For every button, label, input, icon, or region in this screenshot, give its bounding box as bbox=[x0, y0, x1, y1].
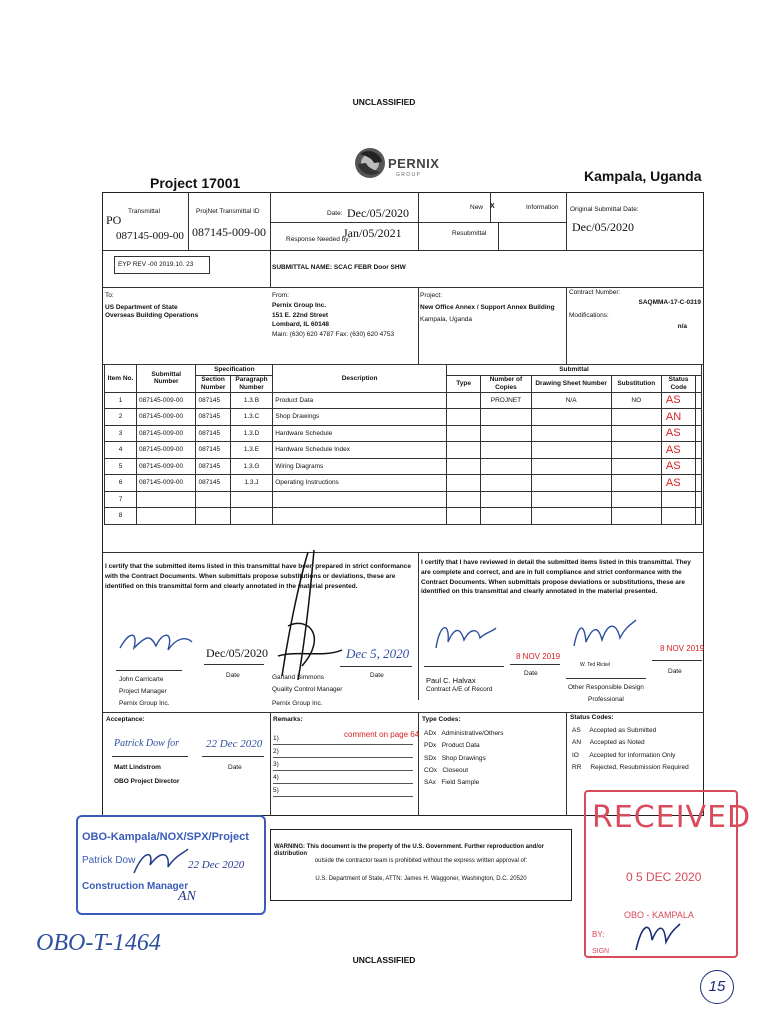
code-item: IO Accepted for Information Only bbox=[572, 751, 676, 759]
cell-sub: 087145-009-00 bbox=[137, 475, 196, 492]
stamp-blue-initials: AN bbox=[178, 889, 196, 904]
cell-desc: Wiring Diagrams bbox=[273, 458, 447, 475]
date-label: Date: bbox=[327, 210, 343, 217]
cell-desc: Shop Drawings bbox=[273, 409, 447, 426]
sig2-name: Garland Simmons bbox=[272, 674, 325, 681]
cell-sec: 087145 bbox=[196, 442, 230, 459]
cell-type bbox=[447, 475, 481, 492]
new-label: New bbox=[470, 204, 484, 211]
cell-sec bbox=[196, 491, 230, 508]
cell-type bbox=[447, 491, 481, 508]
sig4-title2: Professional bbox=[588, 696, 624, 703]
cell-drawing bbox=[531, 508, 611, 525]
col-type: Type bbox=[447, 376, 481, 393]
cell-status: AS bbox=[661, 458, 695, 475]
cell-subst bbox=[611, 425, 661, 442]
cell-status: AS bbox=[661, 425, 695, 442]
certification-left: I certify that the submitted items listed in this transmittal have been prepared in strict conformance with the Contract Documents. When submittals propose substitutions or deviations, these are identified on this transmittal form and clearly annotated in the material presented. bbox=[105, 563, 411, 590]
cell-status: AS bbox=[661, 392, 695, 409]
response-label: Response Needed by: bbox=[286, 236, 351, 243]
cell-subst bbox=[611, 442, 661, 459]
sig3-name: Paul C. Halvax bbox=[426, 676, 476, 685]
cell-type bbox=[447, 458, 481, 475]
warning-line1: WARNING: This document is the property of the U.S. Government. Further reproduction and/or distribution bbox=[274, 844, 545, 858]
code-item: AS Accepted as Submitted bbox=[572, 727, 657, 734]
cell-sec: 087145 bbox=[196, 392, 230, 409]
pernix-logo-mark-icon bbox=[352, 144, 388, 182]
eyp-rev-box: EYP REV -00 2019.10. 23 bbox=[114, 256, 210, 274]
certification-right: I certify that I have reviewed in detail the submitted items listed in this transmittal. They are complete and correct, and are in full compliance and strict conformance with the Contract Documents. When submittals propose deviations or substitutions, these are identified on this transmittal and clearly annotated in the material presented. bbox=[421, 559, 691, 596]
code-item: PDx Product Data bbox=[424, 742, 480, 750]
code-item: AN Accepted as Noted bbox=[572, 739, 645, 747]
cell-item: 6 bbox=[105, 475, 137, 492]
signature-halvax-icon bbox=[430, 618, 500, 654]
sig1-date: Dec/05/2020 bbox=[206, 646, 268, 660]
cell-subst bbox=[611, 475, 661, 492]
acceptance-date: 22 Dec 2020 bbox=[206, 738, 263, 750]
col-paragraph: Paragraph Number bbox=[230, 376, 272, 393]
date-value: Dec/05/2020 bbox=[347, 206, 409, 220]
cell-para: 1.3.J bbox=[230, 475, 272, 492]
type-codes-list bbox=[424, 730, 503, 791]
table-row bbox=[105, 442, 702, 459]
original-date-value: Dec/05/2020 bbox=[572, 220, 634, 234]
cell-drawing bbox=[531, 458, 611, 475]
cell-status bbox=[661, 508, 695, 525]
stamp-red-sign: SIGN bbox=[592, 948, 610, 955]
col-description: Description bbox=[273, 365, 447, 393]
cell-type bbox=[447, 508, 481, 525]
cell-item: 2 bbox=[105, 409, 137, 426]
table-row bbox=[105, 409, 702, 426]
sig4-title1: Other Responsible Design bbox=[568, 684, 644, 691]
submittal-name: SUBMITTAL NAME: SCAC FEBR Door SHW bbox=[272, 264, 406, 271]
stamp-blue-date: 22 Dec 2020 bbox=[188, 859, 245, 871]
cell-item: 1 bbox=[105, 392, 137, 409]
cell-copies: PROJNET bbox=[481, 392, 531, 409]
stamp-blue-line1: OBO-Kampala/NOX/SPX/Project bbox=[82, 831, 249, 843]
cell-subst bbox=[611, 491, 661, 508]
col-submittal-number: Submittal Number bbox=[137, 365, 196, 393]
project-block: Project: New Office Annex / Support Annex Building Kampala, Uganda bbox=[420, 292, 555, 323]
cell-type bbox=[447, 409, 481, 426]
remarks-lines bbox=[273, 732, 413, 797]
cell-type bbox=[447, 425, 481, 442]
table-row bbox=[105, 475, 702, 492]
cell-item: 4 bbox=[105, 442, 137, 459]
cell-para: 1.3.G bbox=[230, 458, 272, 475]
col-submittal: Submittal bbox=[447, 365, 702, 376]
status-codes-label: Status Codes: bbox=[570, 714, 614, 721]
cell-status: AS bbox=[661, 442, 695, 459]
classification-bottom: UNCLASSIFIED bbox=[352, 955, 416, 965]
items-table bbox=[104, 364, 702, 525]
acceptance-label: Acceptance: bbox=[106, 716, 145, 723]
cell-sub: 087145-009-00 bbox=[137, 458, 196, 475]
cell-status: AN bbox=[661, 409, 695, 426]
col-section: Section Number bbox=[196, 376, 230, 393]
projnet-label: ProjNet Transmittal ID bbox=[196, 208, 260, 215]
sig1-name: John Carricarte bbox=[119, 676, 164, 683]
transmittal-value: 087145-009-00 bbox=[116, 230, 184, 242]
stamp-blue-line2: Patrick Dow bbox=[82, 855, 136, 866]
cell-status: AS bbox=[661, 475, 695, 492]
cell-type bbox=[447, 442, 481, 459]
cell-item: 3 bbox=[105, 425, 137, 442]
location-title: Kampala, Uganda bbox=[584, 168, 702, 184]
code-item: SAx Field Sample bbox=[424, 779, 480, 787]
sig3-date-label: Date bbox=[524, 670, 538, 677]
signature-rickel-icon bbox=[570, 616, 640, 652]
table-row bbox=[105, 458, 702, 475]
cell-copies bbox=[481, 409, 531, 426]
page-mark bbox=[700, 970, 734, 1004]
stamp-blue-line3: Construction Manager bbox=[82, 881, 189, 892]
cell-drawing bbox=[531, 491, 611, 508]
table-row bbox=[105, 392, 702, 409]
signature-simmons-icon bbox=[268, 546, 348, 686]
cell-sec: 087145 bbox=[196, 475, 230, 492]
cell-desc: Hardware Schedule Index bbox=[273, 442, 447, 459]
cell-para bbox=[230, 491, 272, 508]
cell-para: 1.3.D bbox=[230, 425, 272, 442]
cell-desc bbox=[273, 508, 447, 525]
warning-line2: outside the contractor team is prohibited without the express written approval of: bbox=[314, 858, 528, 864]
cell-item: 5 bbox=[105, 458, 137, 475]
stamp-red-office: OBO - KAMPALA bbox=[624, 910, 694, 920]
sig2-date-label: Date bbox=[370, 672, 384, 679]
status-codes-list bbox=[572, 727, 689, 776]
cell-sub: 087145-009-00 bbox=[137, 392, 196, 409]
sig4-name: W. Ted Rickel bbox=[580, 662, 611, 668]
cell-drawing bbox=[531, 409, 611, 426]
original-date-label: Original Submittal Date: bbox=[570, 206, 639, 213]
new-checkbox-mark: X bbox=[490, 203, 495, 210]
cell-copies bbox=[481, 508, 531, 525]
sig2-title2: Pernix Group Inc. bbox=[272, 700, 323, 707]
handwritten-reference: OBO-T-1464 bbox=[36, 930, 161, 956]
cell-para: 1.3.E bbox=[230, 442, 272, 459]
remarks-line: 2) bbox=[273, 745, 413, 758]
information-label: Information bbox=[526, 204, 559, 211]
received-red-stamp bbox=[584, 790, 752, 958]
cell-drawing: N/A bbox=[531, 392, 611, 409]
from-block: From: Pernix Group Inc. 151 E. 22nd Street Lombard, IL 60148 Main: (630) 620 4787 Fax: (630) 620 4753 bbox=[272, 292, 395, 339]
stamp-red-signature-icon bbox=[632, 916, 682, 956]
cell-desc: Product Data bbox=[273, 392, 447, 409]
cell-status bbox=[661, 491, 695, 508]
cell-subst bbox=[611, 409, 661, 426]
cell-para: 1.3.B bbox=[230, 392, 272, 409]
cell-subst bbox=[611, 508, 661, 525]
cell-sub: 087145-009-00 bbox=[137, 409, 196, 426]
sig2-title1: Quality Control Manager bbox=[272, 686, 343, 693]
cell-para bbox=[230, 508, 272, 525]
stamp-red-title: RECEIVED bbox=[592, 800, 752, 835]
sig1-title1: Project Manager bbox=[119, 688, 167, 695]
sig3-title1: Contract A/E of Record bbox=[426, 686, 493, 693]
logo-name: PERNIX bbox=[388, 156, 440, 171]
col-copies: Number of Copies bbox=[481, 376, 531, 393]
cell-sub bbox=[137, 491, 196, 508]
obo-blue-stamp bbox=[76, 815, 266, 915]
cell-desc bbox=[273, 491, 447, 508]
warning-line3: U.S. Department of State, ATTN: James H. Waggoner, Washington, D.C. 20520 bbox=[315, 876, 527, 882]
table-row bbox=[105, 491, 702, 508]
cell-sub bbox=[137, 508, 196, 525]
cell-copies bbox=[481, 425, 531, 442]
signature-carricarte-icon bbox=[116, 626, 196, 656]
cell-type bbox=[447, 392, 481, 409]
page-mark-number: 15 bbox=[708, 978, 726, 995]
sig2-date: Dec 5, 2020 bbox=[346, 646, 410, 661]
transmittal-label: Transmittal bbox=[128, 208, 160, 215]
acceptance-title: OBO Project Director bbox=[114, 778, 180, 785]
remarks-line: 4) bbox=[273, 771, 413, 784]
cell-sub: 087145-009-00 bbox=[137, 442, 196, 459]
type-codes-label: Type Codes: bbox=[422, 716, 461, 723]
cell-sec: 087145 bbox=[196, 458, 230, 475]
response-value: Jan/05/2021 bbox=[343, 226, 402, 240]
cell-sec: 087145 bbox=[196, 409, 230, 426]
sig1-date-label: Date bbox=[226, 672, 240, 679]
logo-sub: G R O U P bbox=[396, 172, 420, 178]
cell-copies bbox=[481, 458, 531, 475]
cell-drawing bbox=[531, 425, 611, 442]
cell-copies bbox=[481, 491, 531, 508]
classification-top: UNCLASSIFIED bbox=[352, 97, 416, 107]
sig1-title2: Pernix Group Inc. bbox=[119, 700, 170, 707]
col-drawing: Drawing Sheet Number bbox=[531, 376, 611, 393]
remarks-line: 3) bbox=[273, 758, 413, 771]
code-item: RR Rejected, Resubmission Required bbox=[572, 763, 689, 771]
col-item: Item No. bbox=[105, 365, 137, 393]
col-substitution: Substitution bbox=[611, 376, 661, 393]
cell-sec: 087145 bbox=[196, 425, 230, 442]
cell-item: 7 bbox=[105, 491, 137, 508]
acceptance-signature: Patrick Dow for bbox=[114, 738, 179, 749]
remarks-label: Remarks: bbox=[273, 716, 303, 723]
code-item: SDx Shop Drawings bbox=[424, 754, 486, 762]
col-status: Status Code bbox=[661, 376, 695, 393]
acceptance-date-label: Date bbox=[228, 764, 242, 771]
cell-copies bbox=[481, 442, 531, 459]
sig4-date: 8 NOV 2019 bbox=[660, 644, 705, 653]
resubmittal-label: Resubmittal bbox=[452, 230, 487, 237]
project-title: Project 17001 bbox=[150, 175, 241, 191]
po-label: PO bbox=[106, 213, 122, 227]
cell-copies bbox=[481, 475, 531, 492]
stamp-blue-signature-icon bbox=[130, 845, 190, 879]
stamp-red-date: 0 5 DEC 2020 bbox=[626, 870, 702, 884]
pernix-logo bbox=[352, 144, 452, 188]
cell-drawing bbox=[531, 442, 611, 459]
to-block: To: US Department of State Overseas Building Operations bbox=[105, 292, 199, 319]
stamp-red-by: BY: bbox=[592, 930, 605, 939]
cell-desc: Hardware Schedule bbox=[273, 425, 447, 442]
warning-box bbox=[270, 829, 572, 901]
cell-drawing bbox=[531, 475, 611, 492]
remarks-comment: comment on page 64 bbox=[344, 730, 420, 739]
remarks-line: 1) bbox=[273, 732, 413, 745]
cell-item: 8 bbox=[105, 508, 137, 525]
acceptance-name: Matt Lindstrom bbox=[114, 764, 161, 771]
sig4-date-label: Date bbox=[668, 668, 682, 675]
remarks-line: 5) bbox=[273, 784, 413, 797]
cell-desc: Operating Instructions bbox=[273, 475, 447, 492]
sig3-date: 8 NOV 2019 bbox=[516, 652, 561, 661]
table-row bbox=[105, 508, 702, 525]
projnet-value: 087145-009-00 bbox=[192, 225, 266, 239]
cell-sec bbox=[196, 508, 230, 525]
table-row bbox=[105, 425, 702, 442]
cell-subst bbox=[611, 458, 661, 475]
col-specification: Specification bbox=[196, 365, 273, 376]
code-item: COx Closeout bbox=[424, 766, 469, 774]
code-item: ADx Administrative/Others bbox=[424, 730, 504, 737]
cell-sub: 087145-009-00 bbox=[137, 425, 196, 442]
cell-subst: NO bbox=[611, 392, 661, 409]
cell-para: 1.3.C bbox=[230, 409, 272, 426]
contract-block: Contract Number: SAQMMA-17-C-0319 Modifications: n/a bbox=[569, 289, 701, 331]
